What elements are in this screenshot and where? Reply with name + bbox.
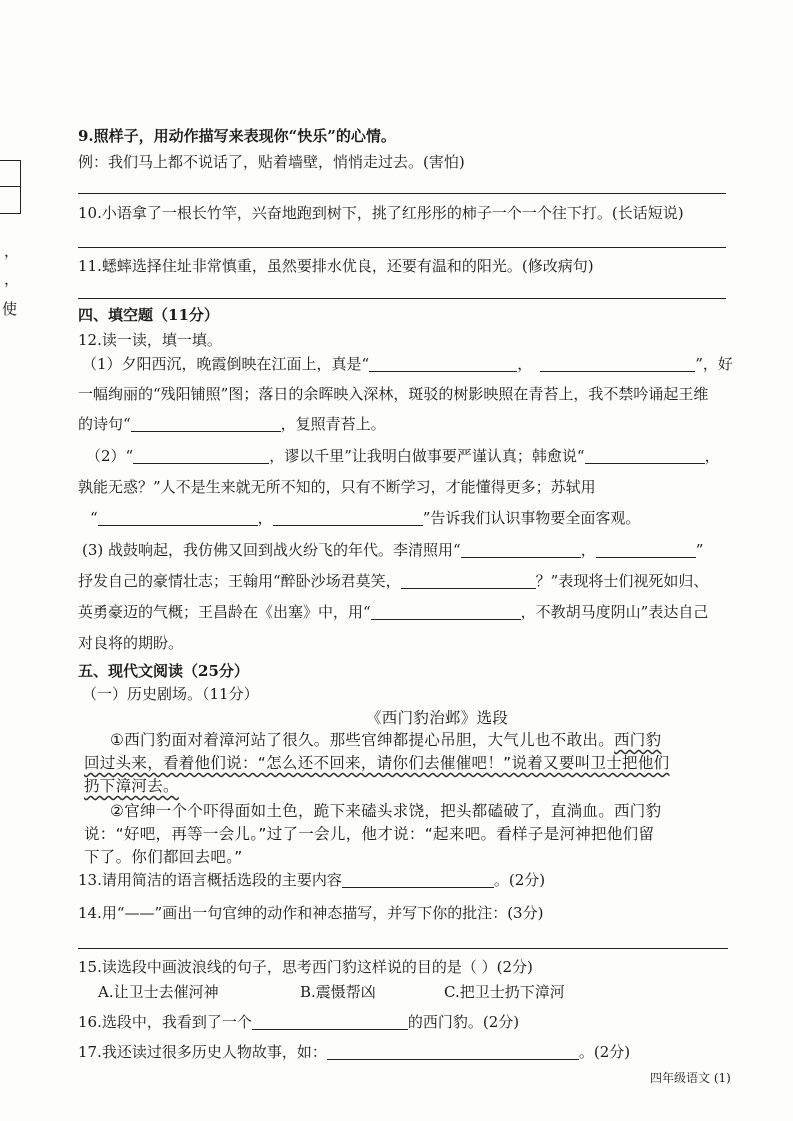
q15-option-a[interactable]: A.让卫士去催河神 (98, 983, 219, 1001)
q12-p1-c: ”，好 (695, 355, 733, 373)
q15-option-c[interactable]: C.把卫士扔下漳河 (444, 983, 565, 1001)
question-11-answer-line[interactable] (78, 298, 726, 299)
passage-para2-line3: 下了。你们都回去吧。” (84, 848, 243, 866)
q15-option-b[interactable]: B.震慑帮凶 (300, 983, 376, 1001)
q12-part1-line3 (78, 414, 386, 434)
q12-part2-line3 (90, 508, 640, 528)
q12-blank-11[interactable] (371, 603, 521, 620)
question-16 (78, 1012, 519, 1032)
q12-blank-8[interactable] (461, 541, 581, 558)
q12-p2-c: ， (704, 447, 720, 465)
q12-p2-line3-c: ”告诉我们认识事物要全面客观。 (422, 509, 641, 527)
passage-para1-line1 (110, 730, 661, 750)
question-13-score: 。(2分) (493, 871, 546, 889)
q12-p3-line2-b: ？”表现将士们视死如归、 (535, 572, 709, 590)
q12-part2-line1 (86, 446, 720, 466)
q12-p3-c: ” (695, 541, 704, 559)
passage-title: 《西门豹治邺》选段 (366, 709, 509, 727)
passage-wavy-start: 西门豹 (614, 731, 662, 749)
question-16-score: 的西门豹。(2分) (407, 1013, 520, 1031)
page-footer: 四年级语文 (1) (650, 1071, 731, 1085)
q12-p3-line2-a: 抒发自己的豪情壮志；王翰用“醉卧沙场君莫笑， (78, 572, 401, 590)
q12-p2-b: ，谬以千里”让我明白做事要严谨认真；韩愈说“ (269, 447, 585, 465)
q12-blank-10[interactable] (401, 572, 536, 589)
q12-p3-line3-b: ，不教胡马度阴山”表达自己 (520, 603, 709, 621)
question-9-title: 9.照样子，用动作描写来表现你“快乐”的心情。 (78, 127, 396, 145)
passage-para1-line2: 回过头来，看着他们说：“怎么还不回来，请你们去催催吧！”说着又要叫卫士把他们 (84, 754, 670, 772)
margin-bracket-divider (0, 186, 20, 187)
q12-blank-7[interactable] (273, 509, 423, 526)
q12-blank-3[interactable] (131, 415, 281, 432)
question-10: 10.小语拿了一根长竹竿，兴奋地跑到树下，挑了红彤彤的柿子一个一个往下打。(长话短说) (78, 204, 684, 222)
question-16-text: 16.选段中，我看到了一个 (78, 1013, 252, 1031)
q12-p1-line3-a: 的诗句“ (78, 415, 131, 433)
q12-p3-line3-a: 英勇豪迈的气概；王昌龄在《出塞》中，用“ (78, 603, 371, 621)
question-13-blank[interactable] (342, 871, 494, 888)
question-17-blank[interactable] (327, 1043, 579, 1060)
q12-p1-line3-b: ，复照青苔上。 (280, 415, 386, 433)
q12-p2-line3-b: ， (257, 509, 273, 527)
question-16-blank[interactable] (252, 1013, 408, 1030)
q12-part2-line2: 孰能无惑？”人不是生来就无所不知的，只有不断学习，才能懂得更多；苏轼用 (78, 478, 596, 496)
question-10-answer-line[interactable] (78, 247, 726, 248)
question-12-title: 12.读一读，填一填。 (78, 331, 222, 349)
question-17 (78, 1042, 630, 1062)
section-5-title: 五、现代文阅读（25分） (78, 662, 249, 680)
section-5-subsection-1: （一）历史剧场。（11分） (82, 685, 259, 703)
q12-p2-a: （2）“ (86, 447, 134, 465)
margin-comma-1: ， (4, 242, 20, 260)
margin-bracket (0, 160, 21, 214)
q12-blank-2[interactable] (540, 355, 695, 372)
q12-part3-line3 (78, 602, 708, 622)
question-14-answer-line[interactable] (78, 948, 728, 949)
question-17-score: 。(2分) (578, 1043, 631, 1061)
q12-part3-line2 (78, 571, 708, 591)
q12-blank-9[interactable] (596, 541, 696, 558)
question-9-answer-line[interactable] (78, 193, 726, 194)
question-11: 11.蟋蟀选择住址非常慎重，虽然要排水优良，还要有温和的阳光。(修改病句) (78, 257, 594, 275)
q12-p1-b: ， (517, 355, 533, 373)
question-15: 15.读选段中画波浪线的句子，思考西门豹这样说的目的是（ ）(2分) (78, 958, 533, 976)
q12-part1-line1 (82, 354, 733, 374)
question-9-example: 例：我们马上都不说话了，贴着墙壁，悄悄走过去。(害怕) (78, 153, 465, 171)
q12-blank-1[interactable] (369, 355, 517, 372)
section-4-title: 四、填空题（11分） (78, 306, 219, 324)
q12-p1-a: （1）夕阳西沉，晚霞倒映在江面上，真是“ (82, 355, 370, 373)
question-14: 14.用“——”画出一句官绅的动作和神态描写，并写下你的批注：(3分) (78, 904, 544, 922)
q12-part3-line4: 对良将的期盼。 (78, 634, 184, 652)
q12-blank-5[interactable] (585, 447, 705, 464)
passage-para2-line1: ②官绅一个个吓得面如土色，跪下来磕头求饶，把头都磕破了，直淌血。西门豹 (110, 802, 662, 820)
passage-para1-line1-a: ①西门豹面对着漳河站了很久。那些官绅都提心吊胆，大气儿也不敢出。 (110, 731, 614, 749)
q12-p2-line3-a: “ (90, 509, 98, 527)
margin-comma-2: ， (4, 270, 20, 288)
question-13 (78, 870, 545, 890)
q12-part1-line2: 一幅绚丽的“残阳铺照”图；落日的余晖映入深林，斑驳的树影映照在青苔上，我不禁吟诵起王维 (78, 385, 709, 403)
margin-char: 使 (2, 300, 18, 318)
question-13-text: 13.请用简洁的语言概括选段的主要内容 (78, 871, 342, 889)
q12-blank-6[interactable] (98, 509, 258, 526)
question-17-text: 17.我还读过很多历史人物故事，如： (78, 1043, 327, 1061)
q12-p3-a: (3) 战鼓响起，我仿佛又回到战火纷飞的年代。李清照用“ (82, 541, 461, 559)
q12-p3-b: ， (580, 541, 596, 559)
q12-blank-4[interactable] (133, 447, 269, 464)
passage-para2-line2: 说：“好吧，再等一会儿。”过了一会儿，他才说：“起来吧。看样子是河神把他们留 (84, 825, 655, 843)
passage-para1-line3: 扔下漳河去。 (84, 777, 179, 795)
q12-part3-line1 (82, 540, 703, 560)
